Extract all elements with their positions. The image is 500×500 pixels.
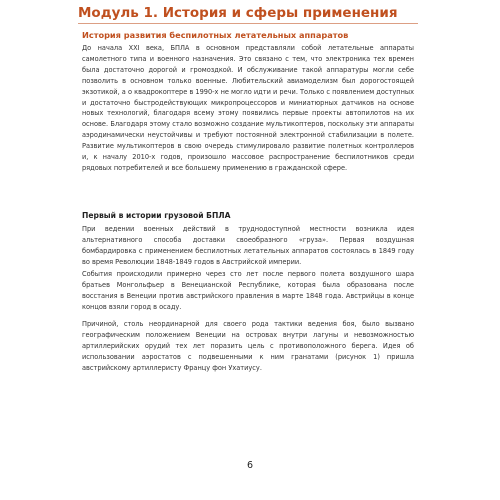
paragraph-reason: Причиной, столь неординарной для своего рода тактики ведения боя, было вызвано географическим положением Венеции на островах внутри лагуны и невозможностью артиллерийских орудий тех лет поразить цель с противоположного берега. Идея об использовании аэростатов с подвешенными к ним гранатами (рисунок 1) пришла австрийскому артиллеристу Францу фон Ухатиусу. xyxy=(82,320,414,372)
paragraph-history: До начала XXI века, БПЛА в основном представляли собой летательные аппараты самолетного типа и военного назначения. Это связано с тем, что электроника тех времен была достаточно дорогой и громоздкой. И обслуживание такой аппаратуры могли себе позволить в основном только военные. Любительский авиамоделизм был дорогостоящей экзотикой, а о квадрокоптере в 1990-х не могло идти и речи. Только с появлением доступных и достаточно быстродействующих микропроцессоров и миниатюрных датчиков на основе новых технологий, благодаря всему этому появились первые проекты автопилотов на их основе. Благодаря этому стало возможно создание мультикоптеров, поскольку эти аппараты аэродинамически неустойчивы и требуют постоянной электронной стабилизации в полете. Развитие мультикоптеров в свою очередь стимулировало развитие полетных контроллеров и, к началу 2010-х годов, произошло массовое распространение беспилотников среди рядовых потребителей и все большему применению в гражданской сфере. xyxy=(82,44,414,172)
paragraph-cargo-idea: При ведении военных действий в труднодоступной местности возникла идея альтернативного способа доставки своеобразного «груза». Первая воздушная бомбардировка с применением беспилотных летательных аппаратов состоялась в 1849 году во время Революции 1848-1849 годов в Австрийской империи. xyxy=(82,225,414,266)
page-number: 6 xyxy=(246,460,254,471)
module-title: Модуль 1. История и сферы применения xyxy=(78,5,398,21)
subheading-first-cargo-uav: Первый в истории грузовой БПЛА xyxy=(82,211,231,220)
title-divider xyxy=(78,23,418,24)
paragraph-events: События происходили примерно через сто лет после первого полета воздушного шара братьев Монгольфьер в Венецианской Республике, которая была образована после восстания в Венеции против австрийского правления в марте 1848 года. Австрийцы в конце концов взяли город в осаду. xyxy=(82,270,414,311)
section-heading: История развития беспилотных летательных аппаратов xyxy=(82,30,349,40)
